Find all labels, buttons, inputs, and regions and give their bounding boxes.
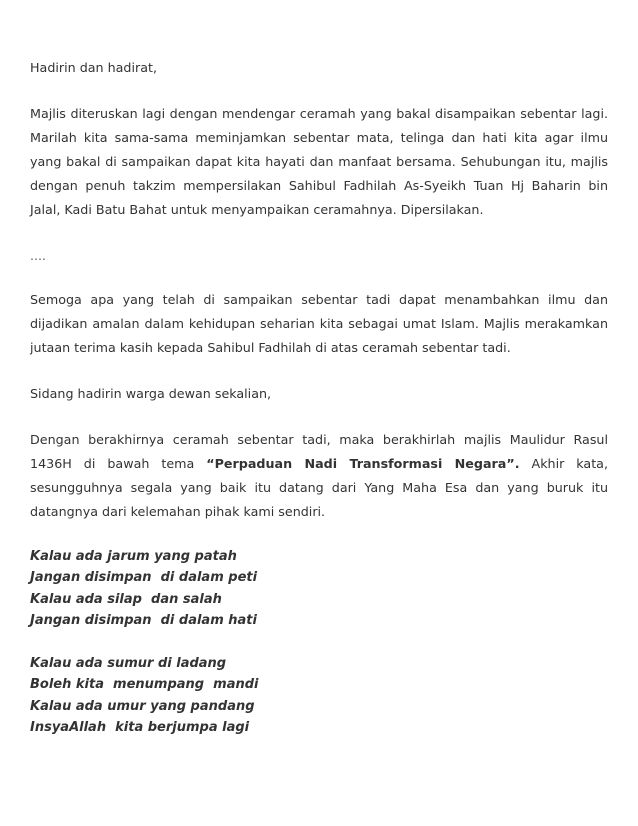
- paragraph-line-with-theme: [30, 452, 608, 476]
- pantun-line: Kalau ada sumur di ladang: [30, 656, 227, 672]
- paragraph-text: Akhir kata,: [519, 456, 608, 471]
- paragraph-line: Semoga apa yang telah di sampaikan sebentar tadi dapat menambahkan ilmu dan: [30, 292, 608, 307]
- paragraph-line: sesungguhnya segala yang baik itu datang dari Yang Maha Esa dan yang buruk itu: [30, 480, 608, 495]
- paragraph-line: Majlis diteruskan lagi dengan mendengar ceramah yang bakal disampaikan sebentar lagi.: [30, 106, 608, 121]
- pantun-line: InsyaAllah kita berjumpa lagi: [30, 720, 250, 736]
- paragraph-line: dengan penuh takzim mempersilakan Sahibul Fadhilah As-Syeikh Tuan Hj Baharin bin: [30, 178, 608, 193]
- paragraph-line: datangnya dari kelemahan pihak kami sendiri.: [30, 504, 326, 519]
- pantun-line: Kalau ada silap dan salah: [30, 591, 222, 607]
- paragraph-line: yang bakal di sampaikan dapat kita hayati dan manfaat bersama. Sehubungan itu, majlis: [30, 154, 608, 169]
- pantun-line: Kalau ada umur yang pandang: [30, 698, 255, 714]
- paragraph-line: jutaan terima kasih kepada Sahibul Fadhilah di atas ceramah sebentar tadi.: [30, 340, 511, 355]
- paragraph-line: Jalal, Kadi Batu Bahat untuk menyampaikan ceramahnya. Dipersilakan.: [30, 202, 484, 217]
- pantun-line: Kalau ada jarum yang patah: [30, 549, 237, 564]
- paragraph-text: 1436H di bawah tema: [30, 456, 207, 471]
- paragraph-introduce-speaker: [30, 102, 608, 222]
- paragraph-thanks: [30, 288, 608, 360]
- address-line: Sidang hadirin warga dewan sekalian,: [30, 386, 272, 401]
- ellipsis-marker: ….: [30, 249, 46, 263]
- pantun-line: Jangan disimpan di dalam hati: [30, 612, 257, 628]
- pantun-verse-2: [30, 653, 608, 738]
- pantun-verse-1: [30, 546, 608, 631]
- paragraph-closing: [30, 428, 608, 524]
- paragraph-line: dijadikan amalan dalam kehidupan seharian kita sebagai umat Islam. Majlis merakamkan: [30, 316, 608, 331]
- event-theme-title: “Perpaduan Nadi Transformasi Negara”.: [206, 456, 520, 471]
- pantun-line: Jangan disimpan di dalam peti: [30, 570, 258, 586]
- paragraph-line: Marilah kita sama-sama meminjamkan sebentar mata, telinga dan hati kita agar ilmu: [30, 130, 608, 145]
- paragraph-line: Dengan berakhirnya ceramah sebentar tadi, maka berakhirlah majlis Maulidur Rasul: [30, 432, 608, 447]
- pantun-line: Boleh kita menumpang mandi: [30, 677, 259, 693]
- greeting-line: Hadirin dan hadirat,: [30, 60, 158, 75]
